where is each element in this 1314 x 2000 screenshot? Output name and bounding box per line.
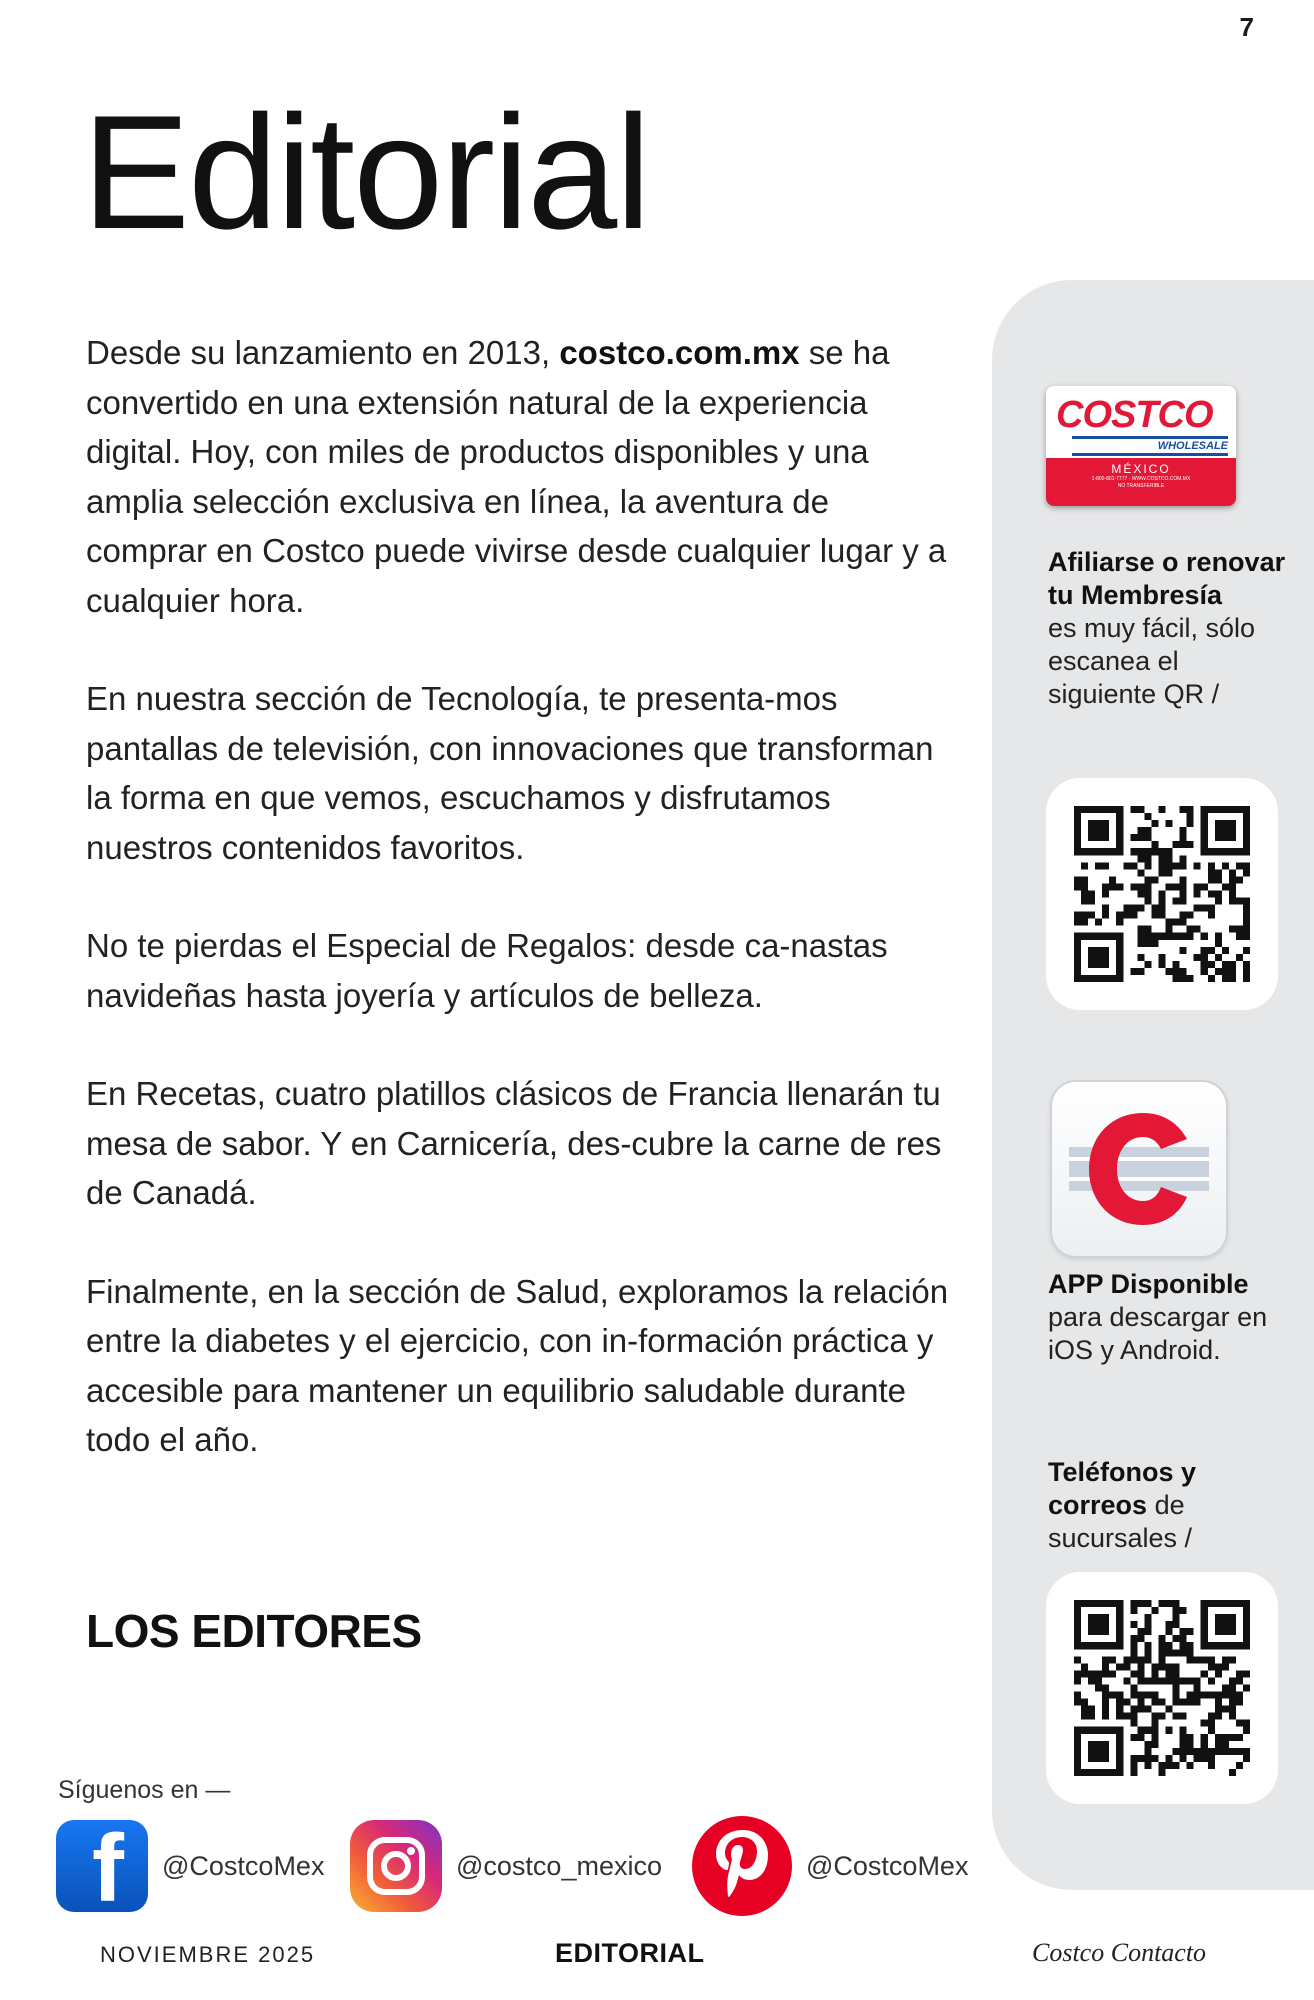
facebook-handle: @CostcoMex (162, 1850, 325, 1881)
paragraph-recipes: En Recetas, cuatro platillos clásicos de Francia llenarán tu mesa de sabor. Y en Carnicería, des-cubre la carne de res de Canadá. (86, 1075, 942, 1211)
phones-heading: Teléfonos y (1048, 1457, 1197, 1487)
page-number: 7 (1239, 12, 1254, 42)
facebook-icon: f (56, 1820, 148, 1912)
instagram-link[interactable] (350, 1820, 662, 1912)
paragraph-intro-end: se ha convertido en una extensión natural de la experiencia digital. Hoy, con miles de productos disponibles y una amplia selección exclusiva en línea, la aventura de comprar en Costco puede vivirse desde cualquier lugar y a cualquier hora. (86, 334, 947, 619)
membership-info (1048, 546, 1288, 711)
membership-heading: Afiliarse o renovar tu Membresía (1048, 547, 1286, 610)
wholesale-logo: WHOLESALE (1072, 436, 1228, 456)
costco-website-link[interactable]: costco.com.mx (559, 334, 800, 371)
costco-logo: COSTCO (1056, 394, 1213, 436)
pinterest-icon (692, 1816, 792, 1916)
app-heading: APP Disponible (1048, 1269, 1249, 1299)
paragraph-intro-start: Desde su lanzamiento en 2013, (86, 334, 560, 371)
membership-text: es muy fácil, sólo escanea el siguiente QR / (1048, 613, 1256, 709)
phones-text-1: de (1147, 1490, 1185, 1520)
facebook-link[interactable] (56, 1820, 324, 1912)
instagram-handle: @costco_mexico (456, 1850, 662, 1881)
phones-info (1048, 1456, 1298, 1555)
qr-code-icon (1074, 1600, 1250, 1776)
phones-text-2: sucursales / (1048, 1523, 1193, 1553)
editors-signature: LOS EDITORES (86, 1605, 422, 1657)
membership-card-image (1046, 386, 1236, 506)
page-title: Editorial (82, 82, 650, 263)
footer-magazine-name: Costco Contacto (1032, 1938, 1207, 1967)
card-fine-print-2: NO TRANSFERIBLE (1117, 483, 1165, 489)
paragraph-gifts: No te pierdas el Especial de Regalos: desde ca-nastas navideñas hasta joyería y artículos de belleza. (86, 927, 888, 1014)
card-fine-print: 1-800-801-7777 · WWW.COSTCO.COM.MX (1091, 476, 1191, 482)
paragraph-health: Finalmente, en la sección de Salud, exploramos la relación entre la diabetes y el ejercicio, con in-formación práctica y accesible para mantener un equilibrio saludable durante todo el año. (86, 1272, 949, 1458)
editorial-body (86, 328, 956, 1514)
app-info (1048, 1268, 1298, 1367)
footer-section-name: EDITORIAL (555, 1938, 705, 1968)
qr-code-icon (1074, 806, 1250, 982)
card-country: MÉXICO (1111, 462, 1171, 476)
phones-heading-2: correos (1048, 1490, 1148, 1520)
branches-qr-code[interactable] (1046, 1572, 1278, 1804)
pinterest-link[interactable] (692, 1816, 968, 1916)
membership-qr-code[interactable] (1046, 778, 1278, 1010)
pinterest-handle: @CostcoMex (806, 1850, 969, 1881)
paragraph-intro (86, 328, 956, 625)
costco-app-icon[interactable] (1052, 1082, 1226, 1256)
instagram-icon (350, 1820, 442, 1912)
app-text: para descargar en iOS y Android. (1048, 1302, 1268, 1365)
follow-label: Síguenos en — (58, 1776, 231, 1804)
footer-date: NOVIEMBRE 2025 (100, 1942, 316, 1967)
paragraph-technology: En nuestra sección de Tecnología, te presenta-mos pantallas de televisión, con innovaciones que transforman la forma en que vemos, escuchamos y disfrutamos nuestros contenidos favoritos. (86, 680, 934, 866)
